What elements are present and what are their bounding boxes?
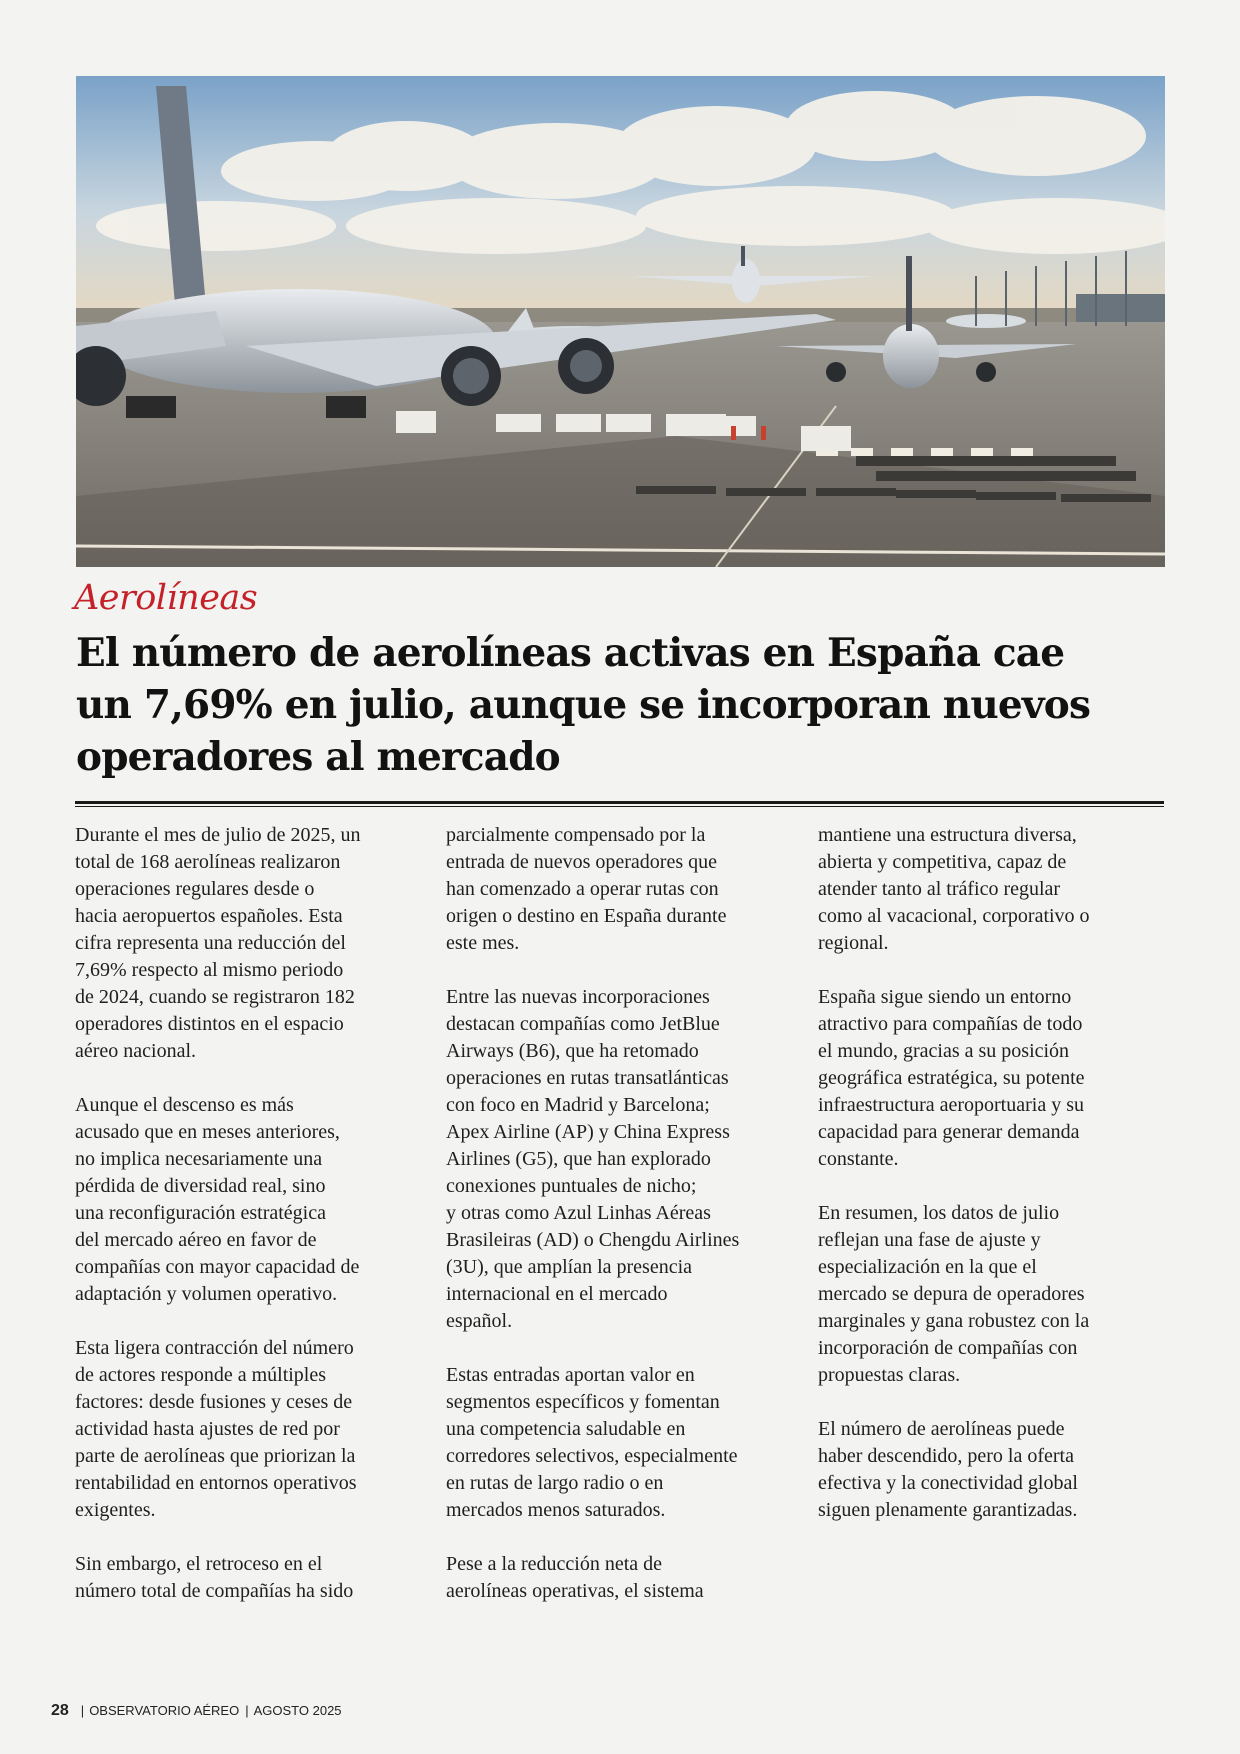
article-paragraph: [818, 1416, 1166, 1524]
paragraph-line: han comenzado a operar rutas con: [446, 878, 719, 900]
paragraph-line: constante.: [818, 1148, 899, 1170]
paragraph-line: marginales y gana robustez con la: [818, 1310, 1090, 1332]
paragraph-line: 7,69% respecto al mismo periodo: [75, 959, 344, 981]
paragraph-line: mercados menos saturados.: [446, 1499, 666, 1521]
paragraph-line: acusado que en meses anteriores,: [75, 1121, 340, 1143]
paragraph-line: El número de aerolíneas puede: [818, 1418, 1065, 1440]
paragraph-line: origen o destino en España durante: [446, 905, 727, 927]
publication-name: OBSERVATORIO AÉREO: [89, 1703, 240, 1718]
paragraph-line: no implica necesariamente una: [75, 1148, 323, 1170]
paragraph-line: entrada de nuevos operadores que: [446, 851, 717, 873]
paragraph-line: reflejan una fase de ajuste y: [818, 1229, 1041, 1251]
article-paragraph: [446, 822, 794, 957]
paragraph-line: total de 168 aerolíneas realizaron: [75, 851, 341, 873]
paragraph-line: y otras como Azul Linhas Aéreas: [446, 1202, 711, 1224]
paragraph-line: atender tanto al tráfico regular: [818, 878, 1061, 900]
airplane-icon: [76, 76, 1165, 567]
paragraph-line: Sin embargo, el retroceso en el: [75, 1553, 323, 1575]
paragraph-line: propuestas claras.: [818, 1364, 961, 1386]
article-paragraph: [75, 1335, 423, 1524]
paragraph-line: el mundo, gracias a su posición: [818, 1040, 1070, 1062]
paragraph-line: Airways (B6), que ha retomado: [446, 1040, 699, 1062]
paragraph-line: siguen plenamente garantizadas.: [818, 1499, 1078, 1521]
paragraph-line: corredores selectivos, especialmente: [446, 1445, 738, 1467]
article-paragraph: [818, 1200, 1166, 1389]
paragraph-line: rentabilidad en entornos operativos: [75, 1472, 357, 1494]
article-paragraph: [446, 984, 794, 1335]
paragraph-line: Aunque el descenso es más: [75, 1094, 294, 1116]
paragraph-line: Apex Airline (AP) y China Express: [446, 1121, 730, 1143]
article-headline: [76, 627, 1176, 783]
paragraph-line: español.: [446, 1310, 513, 1332]
paragraph-line: incorporación de compañías con: [818, 1337, 1078, 1359]
article-column-3: [818, 822, 1166, 1551]
article-column-2: [446, 822, 794, 1632]
paragraph-line: aerolíneas operativas, el sistema: [446, 1580, 704, 1602]
hero-photo: [76, 76, 1165, 567]
paragraph-line: del mercado aéreo en favor de: [75, 1229, 317, 1251]
paragraph-line: Airlines (G5), que han explorado: [446, 1148, 711, 1170]
paragraph-line: segmentos específicos y fomentan: [446, 1391, 720, 1413]
article-paragraph: [75, 822, 423, 1065]
issue-date: AGOSTO 2025: [253, 1703, 342, 1718]
headline-line: El número de aerolíneas activas en España cae: [76, 630, 1065, 676]
paragraph-line: haber descendido, pero la oferta: [818, 1445, 1074, 1467]
paragraph-line: aéreo nacional.: [75, 1040, 197, 1062]
paragraph-line: mantiene una estructura diversa,: [818, 824, 1077, 846]
paragraph-line: una reconfiguración estratégica: [75, 1202, 326, 1224]
paragraph-line: operadores distintos en el espacio: [75, 1013, 344, 1035]
paragraph-line: destacan compañías como JetBlue: [446, 1013, 720, 1035]
paragraph-line: En resumen, los datos de julio: [818, 1202, 1060, 1224]
headline-line: operadores al mercado: [76, 734, 560, 780]
paragraph-line: factores: desde fusiones y ceses de: [75, 1391, 353, 1413]
paragraph-line: especialización en la que el: [818, 1256, 1037, 1278]
paragraph-line: con foco en Madrid y Barcelona;: [446, 1094, 710, 1116]
paragraph-line: de actores responde a múltiples: [75, 1364, 327, 1386]
paragraph-line: como al vacacional, corporativo o: [818, 905, 1090, 927]
paragraph-line: atractivo para compañías de todo: [818, 1013, 1083, 1035]
headline-divider-thin: [75, 806, 1164, 807]
paragraph-line: una competencia saludable en: [446, 1418, 686, 1440]
paragraph-line: (3U), que amplían la presencia: [446, 1256, 693, 1278]
article-paragraph: [818, 822, 1166, 957]
paragraph-line: efectiva y la conectividad global: [818, 1472, 1078, 1494]
paragraph-line: parte de aerolíneas que priorizan la: [75, 1445, 356, 1467]
paragraph-line: pérdida de diversidad real, sino: [75, 1175, 326, 1197]
article-paragraph: [75, 1551, 423, 1605]
section-label: Aerolíneas: [74, 578, 258, 618]
article-paragraph: [818, 984, 1166, 1173]
paragraph-line: Durante el mes de julio de 2025, un: [75, 824, 361, 846]
paragraph-line: operaciones regulares desde o: [75, 878, 315, 900]
page-footer: 28 | OBSERVATORIO AÉREO | AGOSTO 2025: [51, 1702, 342, 1719]
page-number: 28: [51, 1702, 69, 1719]
paragraph-line: parcialmente compensado por la: [446, 824, 706, 846]
headline-divider: [75, 801, 1164, 804]
paragraph-line: hacia aeropuertos españoles. Esta: [75, 905, 343, 927]
paragraph-line: compañías con mayor capacidad de: [75, 1256, 360, 1278]
paragraph-line: Pese a la reducción neta de: [446, 1553, 663, 1575]
paragraph-line: este mes.: [446, 932, 520, 954]
headline-line: un 7,69% en julio, aunque se incorporan nuevos: [76, 682, 1091, 728]
paragraph-line: de 2024, cuando se registraron 182: [75, 986, 355, 1008]
paragraph-line: Estas entradas aportan valor en: [446, 1364, 695, 1386]
paragraph-line: geográfica estratégica, su potente: [818, 1067, 1085, 1089]
paragraph-line: en rutas de largo radio o en: [446, 1472, 664, 1494]
paragraph-line: operaciones en rutas transatlánticas: [446, 1067, 729, 1089]
article-paragraph: [446, 1362, 794, 1524]
article-paragraph: [446, 1551, 794, 1605]
article-column-1: [75, 822, 423, 1632]
paragraph-line: regional.: [818, 932, 889, 954]
paragraph-line: cifra representa una reducción del: [75, 932, 346, 954]
paragraph-line: mercado se depura de operadores: [818, 1283, 1085, 1305]
paragraph-line: abierta y competitiva, capaz de: [818, 851, 1067, 873]
paragraph-line: Esta ligera contracción del número: [75, 1337, 354, 1359]
paragraph-line: adaptación y volumen operativo.: [75, 1283, 338, 1305]
paragraph-line: Brasileiras (AD) o Chengdu Airlines: [446, 1229, 740, 1251]
paragraph-line: Entre las nuevas incorporaciones: [446, 986, 710, 1008]
paragraph-line: capacidad para generar demanda: [818, 1121, 1080, 1143]
article-paragraph: [75, 1092, 423, 1308]
paragraph-line: número total de compañías ha sido: [75, 1580, 354, 1602]
paragraph-line: actividad hasta ajustes de red por: [75, 1418, 340, 1440]
paragraph-line: España sigue siendo un entorno: [818, 986, 1072, 1008]
paragraph-line: exigentes.: [75, 1499, 156, 1521]
paragraph-line: internacional en el mercado: [446, 1283, 668, 1305]
paragraph-line: conexiones puntuales de nicho;: [446, 1175, 697, 1197]
paragraph-line: infraestructura aeroportuaria y su: [818, 1094, 1084, 1116]
